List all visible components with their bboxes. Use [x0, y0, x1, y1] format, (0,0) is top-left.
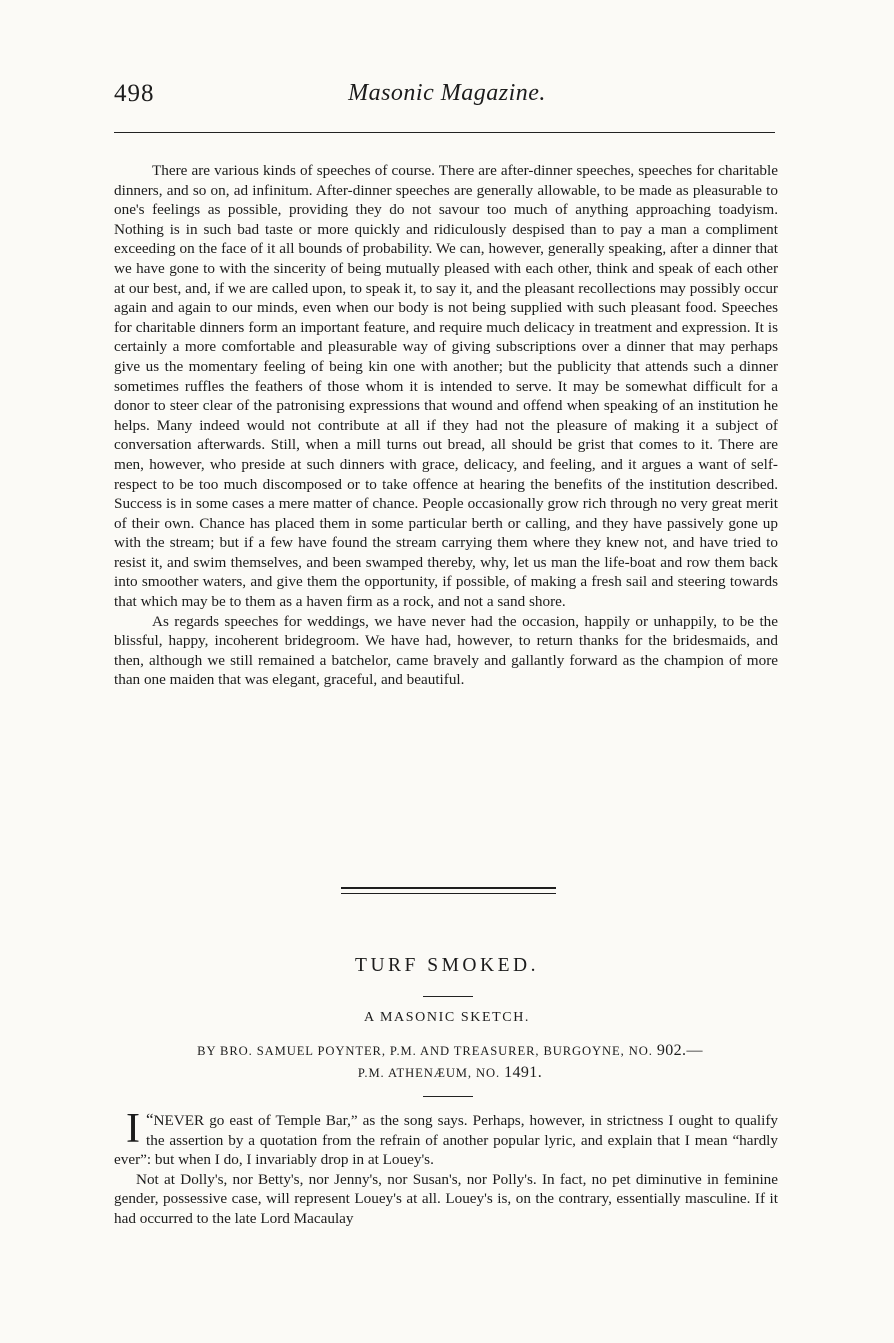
paragraph: As regards speeches for weddings, we have never had the occasion, happily or unhappily, to be the blissful, happy, incoherent bridegroom. We have had, however, to return thanks for the bridesmaids, and then, although we still remained a batchelor, came bravely and gallantly forward as the champion of more than one maiden that was elegant, graceful, and beautiful.: [114, 612, 778, 689]
byline-text: P.M. ATHENÆUM, NO.: [357, 1066, 501, 1080]
section-divider: [341, 887, 556, 894]
running-title: Masonic Magazine.: [348, 80, 546, 106]
byline-lodge-number: 1491.: [504, 1064, 543, 1081]
byline: [120, 1040, 780, 1084]
byline-text: BY BRO. SAMUEL POYNTER, P.M. AND TREASURER, BURGOYNE, NO.: [197, 1044, 653, 1058]
opening-quote: “: [146, 1110, 154, 1129]
drop-cap: I: [126, 1106, 140, 1152]
page-number: 498: [114, 80, 155, 107]
header-rule: [114, 132, 775, 133]
speeches-section: [114, 161, 778, 690]
article-title: TURF SMOKED.: [355, 955, 539, 976]
byline-lodge-number: 902.—: [656, 1042, 703, 1059]
paragraph: There are various kinds of speeches of course. There are after-dinner speeches, speeches for charitable dinners, and so on, ad infinitum. After-dinner speeches are generally allowable, to be made as pleasurable to one's feelings as possible, providing they do not savour too much of anything approaching toadyism. Nothing is in such bad taste or more quickly and ridiculously despised than to pay a man a compliment exceeding on the face of it all bounds of probability. We can, however, generally speaking, after a dinner that we have gone to with the sincerity of being mutually pleased with each other, think and speak of each other at our best, and, if we are called upon, to speak it, to say it, and the pleasant recollections may possibly occur again and again to our minds, even when our body is not being supplied with such pleasant food. Speeches for charitable dinners form an important feature, and require much delicacy in treatment and expression. It is certainly a more comfortable and pleasurable way of giving subscriptions over a dinner that may perhaps give us the momentary feeling of being kin one with another; but the publicity that attends such a dinner sometimes ruffles the feathers of those whom it is intended to serve. It may be somewhat difficult for a donor to steer clear of the patronising expressions that wound and offend when speaking of an institution he helps. Many indeed would not contribute at all if they had not the pleasure of making it a subject of conversation afterwards. Still, when a mill turns out bread, all should be grist that comes to it. There are men, however, who preside at such dinners with grace, delicacy, and feeling, and it argues a want of self-respect to be too much discomposed or to take offence at hearing the benefits of the institution described. Success is in some cases a mere matter of chance. People occasionally grow rich through no very great merit of their own. Chance has placed them in some particular berth or calling, and they have passively gone up with the stream; but if a few have found the stream carrying them where they knew not, and have tried to resist it, and swim themselves, and been swamped thereby, why, let us man the life-boat and row them back into smoother waters, and give them the opportunity, if possible, of making a fresh sail and steering towards that which may be to them as a haven firm as a rock, and not a sand shore.: [114, 162, 778, 611]
opening-paragraph: [114, 1106, 778, 1170]
article-body: [114, 1106, 778, 1229]
title-rule: [423, 996, 473, 997]
paragraph-text: NEVER go east of Temple Bar,” as the song says. Perhaps, however, in strictness I ought to qualify the assertion by a quotation from the refrain of another popular lyric, and explain that I mean “hardly ever”: but when I do, I invariably drop in at Louey's.: [114, 1112, 778, 1169]
byline-line-1: [120, 1040, 780, 1062]
article-subtitle: A MASONIC SKETCH.: [363, 1010, 531, 1025]
byline-rule: [423, 1096, 473, 1097]
paragraph: Not at Dolly's, nor Betty's, nor Jenny's, nor Susan's, nor Polly's. In fact, no pet diminutive in feminine gender, possessive case, will represent Louey's at all. Louey's is, on the contrary, essentially masculine. If it had occurred to the late Lord Macaulay: [114, 1170, 778, 1227]
byline-line-2: [120, 1062, 780, 1084]
